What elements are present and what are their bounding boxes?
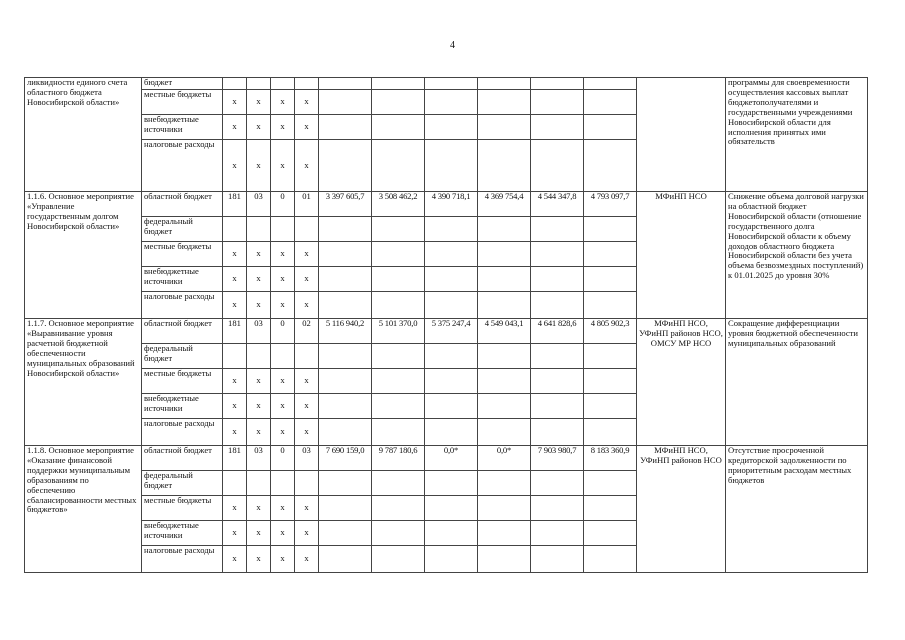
x-mark: х [247,521,271,546]
empty-cell [531,267,584,292]
empty-cell [295,78,319,90]
empty-cell [531,394,584,419]
empty-cell [531,242,584,267]
empty-cell [372,140,425,192]
x-mark: х [223,521,247,546]
x-mark: х [247,115,271,140]
empty-cell [531,115,584,140]
x-mark: х [271,292,295,319]
empty-cell [425,369,478,394]
empty-cell [425,217,478,242]
code-cs: 01 [295,192,319,217]
empty-cell [531,546,584,573]
x-mark: х [223,267,247,292]
budget-table [24,77,868,573]
x-mark: х [295,394,319,419]
source-label: внебюджетные источники [142,267,223,292]
code-pr: 0 [271,192,295,217]
empty-cell [584,242,637,267]
x-mark: х [295,369,319,394]
year-value: 7 903 980,7 [531,446,584,471]
code-grbs: 181 [223,319,247,344]
year-value: 3 397 605,7 [319,192,372,217]
empty-cell [223,78,247,90]
empty-cell [584,419,637,446]
empty-cell [372,394,425,419]
empty-cell [319,217,372,242]
empty-cell [531,344,584,369]
x-mark: х [223,419,247,446]
x-mark: х [247,90,271,115]
source-label: налоговые расходы [142,140,223,192]
empty-cell [478,546,531,573]
source-label: внебюджетные источники [142,115,223,140]
empty-cell [247,471,271,496]
empty-cell [531,217,584,242]
x-mark: х [271,90,295,115]
year-value: 5 375 247,4 [425,319,478,344]
x-mark: х [247,267,271,292]
source-label: местные бюджеты [142,369,223,394]
year-value: 0,0* [478,446,531,471]
empty-cell [478,242,531,267]
executor-cell: МФиНП НСО, УФиНП районов НСО, ОМСУ МР НСО [637,319,726,446]
empty-cell [425,471,478,496]
empty-cell [295,217,319,242]
empty-cell [425,419,478,446]
empty-cell [584,292,637,319]
code-rz: 03 [247,319,271,344]
empty-cell [531,369,584,394]
empty-cell [372,419,425,446]
x-mark: х [247,419,271,446]
empty-cell [319,369,372,394]
source-label: местные бюджеты [142,242,223,267]
x-mark: х [223,90,247,115]
empty-cell [478,419,531,446]
code-pr: 0 [271,446,295,471]
empty-cell [372,521,425,546]
empty-cell [372,217,425,242]
x-mark: х [295,242,319,267]
empty-cell [478,471,531,496]
x-mark: х [223,140,247,192]
x-mark: х [295,90,319,115]
empty-cell [319,267,372,292]
x-mark: х [271,369,295,394]
empty-cell [319,292,372,319]
empty-cell [247,217,271,242]
result-cell: Отсутствие просроченной кредиторской задолженности по приоритетным расходам местных бюджетов [726,446,868,573]
empty-cell [372,292,425,319]
empty-cell [531,471,584,496]
x-mark: х [271,394,295,419]
result-cell: Сокращение дифференциации уровня бюджетной обеспеченности муниципальных образований [726,319,868,446]
x-mark: х [295,419,319,446]
empty-cell [372,78,425,90]
x-mark: х [295,521,319,546]
empty-cell [425,292,478,319]
measure-name: 1.1.6. Основное мероприятие «Управление государственным долгом Новосибирской области» [25,192,142,319]
year-value: 4 549 043,1 [478,319,531,344]
empty-cell [425,521,478,546]
empty-cell [319,546,372,573]
year-value: 5 116 940,2 [319,319,372,344]
x-mark: х [223,369,247,394]
x-mark: х [223,496,247,521]
empty-cell [584,546,637,573]
year-value: 4 793 097,7 [584,192,637,217]
empty-cell [372,369,425,394]
empty-cell [372,242,425,267]
empty-cell [531,419,584,446]
year-value: 5 101 370,0 [372,319,425,344]
year-value: 4 369 754,4 [478,192,531,217]
empty-cell [584,471,637,496]
x-mark: х [295,546,319,573]
source-label: местные бюджеты [142,496,223,521]
empty-cell [295,344,319,369]
empty-cell [319,78,372,90]
empty-cell [478,496,531,521]
source-label: федеральный бюджет [142,471,223,496]
empty-cell [425,344,478,369]
source-label: областной бюджет [142,446,223,471]
empty-cell [478,115,531,140]
empty-cell [584,369,637,394]
empty-cell [584,217,637,242]
source-label: внебюджетные источники [142,394,223,419]
empty-cell [478,140,531,192]
empty-cell [531,521,584,546]
empty-cell [271,217,295,242]
empty-cell [319,521,372,546]
empty-cell [319,242,372,267]
empty-cell [425,90,478,115]
empty-cell [319,140,372,192]
empty-cell [372,471,425,496]
empty-cell [425,115,478,140]
source-label: федеральный бюджет [142,344,223,369]
empty-cell [319,90,372,115]
table-row [25,319,868,344]
x-mark: х [247,496,271,521]
empty-cell [478,217,531,242]
x-mark: х [271,140,295,192]
empty-cell [372,115,425,140]
x-mark: х [295,496,319,521]
source-label: местные бюджеты [142,90,223,115]
table-row [25,192,868,217]
empty-cell [372,546,425,573]
empty-cell [584,394,637,419]
code-rz: 03 [247,446,271,471]
empty-cell [478,369,531,394]
empty-cell [223,217,247,242]
empty-cell [425,140,478,192]
source-label: налоговые расходы [142,292,223,319]
empty-cell [584,344,637,369]
x-mark: х [247,292,271,319]
empty-cell [425,496,478,521]
measure-name: 1.1.7. Основное мероприятие «Выравнивание уровня расчетной бюджетной обеспеченности муниципальных образований Новосибирской области» [25,319,142,446]
year-value: 4 390 718,1 [425,192,478,217]
executor-cell: МФиНП НСО [637,192,726,319]
empty-cell [478,267,531,292]
empty-cell [319,471,372,496]
empty-cell [584,267,637,292]
year-value: 4 641 828,6 [531,319,584,344]
empty-cell [372,496,425,521]
table-row [25,446,868,471]
x-mark: х [247,140,271,192]
x-mark: х [271,496,295,521]
empty-cell [295,471,319,496]
executor-cell [637,78,726,192]
empty-cell [319,344,372,369]
empty-cell [425,394,478,419]
x-mark: х [247,242,271,267]
source-label: областной бюджет [142,192,223,217]
empty-cell [319,496,372,521]
x-mark: х [295,292,319,319]
empty-cell [271,344,295,369]
source-label: бюджет [142,78,223,90]
x-mark: х [271,546,295,573]
x-mark: х [271,419,295,446]
code-cs: 03 [295,446,319,471]
x-mark: х [271,521,295,546]
empty-cell [531,496,584,521]
empty-cell [531,292,584,319]
empty-cell [584,140,637,192]
empty-cell [478,344,531,369]
x-mark: х [223,394,247,419]
empty-cell [425,267,478,292]
x-mark: х [223,242,247,267]
empty-cell [319,115,372,140]
empty-cell [584,78,637,90]
empty-cell [271,471,295,496]
x-mark: х [247,369,271,394]
x-mark: х [271,267,295,292]
empty-cell [319,419,372,446]
x-mark: х [295,267,319,292]
x-mark: х [223,292,247,319]
measure-name: ликвидности единого счета областного бюджета Новосибирской области» [25,78,142,192]
code-grbs: 181 [223,446,247,471]
measure-name: 1.1.8. Основное мероприятие «Оказание финансовой поддержки муниципальным образованиям по обеспечению сбалансированности местных бюджетов» [25,446,142,573]
source-label: областной бюджет [142,319,223,344]
empty-cell [271,78,295,90]
empty-cell [425,546,478,573]
empty-cell [372,344,425,369]
x-mark: х [271,242,295,267]
source-label: федеральный бюджет [142,217,223,242]
empty-cell [425,242,478,267]
source-label: внебюджетные источники [142,521,223,546]
result-cell: Снижение объема долговой нагрузки на областной бюджет Новосибирской области (отношение государственного долга Новосибирской области к объему доходов областного бюджета Новосибирской области без учета объема безвозмездных поступлений) к 01.01.2025 до уровня 30% [726,192,868,319]
year-value: 4 544 347,8 [531,192,584,217]
empty-cell [223,471,247,496]
empty-cell [478,90,531,115]
empty-cell [478,78,531,90]
empty-cell [584,521,637,546]
result-cell: программы для своевременности осуществления кассовых выплат бюджетополучателями и государственными учреждениями Новосибирской области для исполнения принятых ими обязательств [726,78,868,192]
x-mark: х [295,115,319,140]
empty-cell [584,115,637,140]
code-cs: 02 [295,319,319,344]
x-mark: х [247,394,271,419]
empty-cell [478,394,531,419]
empty-cell [531,78,584,90]
empty-cell [478,292,531,319]
year-value: 0,0* [425,446,478,471]
code-grbs: 181 [223,192,247,217]
empty-cell [425,78,478,90]
x-mark: х [271,115,295,140]
code-pr: 0 [271,319,295,344]
source-label: налоговые расходы [142,546,223,573]
executor-cell: МФиНП НСО, УФиНП районов НСО [637,446,726,573]
empty-cell [584,496,637,521]
year-value: 9 787 180,6 [372,446,425,471]
empty-cell [223,344,247,369]
page-number: 4 [450,40,455,51]
x-mark: х [223,115,247,140]
empty-cell [584,90,637,115]
source-label: налоговые расходы [142,419,223,446]
empty-cell [372,267,425,292]
x-mark: х [223,546,247,573]
x-mark: х [295,140,319,192]
year-value: 4 805 902,3 [584,319,637,344]
empty-cell [531,140,584,192]
table-row [25,78,868,90]
year-value: 8 183 360,9 [584,446,637,471]
empty-cell [247,78,271,90]
empty-cell [478,521,531,546]
year-value: 7 690 159,0 [319,446,372,471]
empty-cell [247,344,271,369]
x-mark: х [247,546,271,573]
year-value: 3 508 462,2 [372,192,425,217]
empty-cell [531,90,584,115]
empty-cell [319,394,372,419]
code-rz: 03 [247,192,271,217]
empty-cell [372,90,425,115]
